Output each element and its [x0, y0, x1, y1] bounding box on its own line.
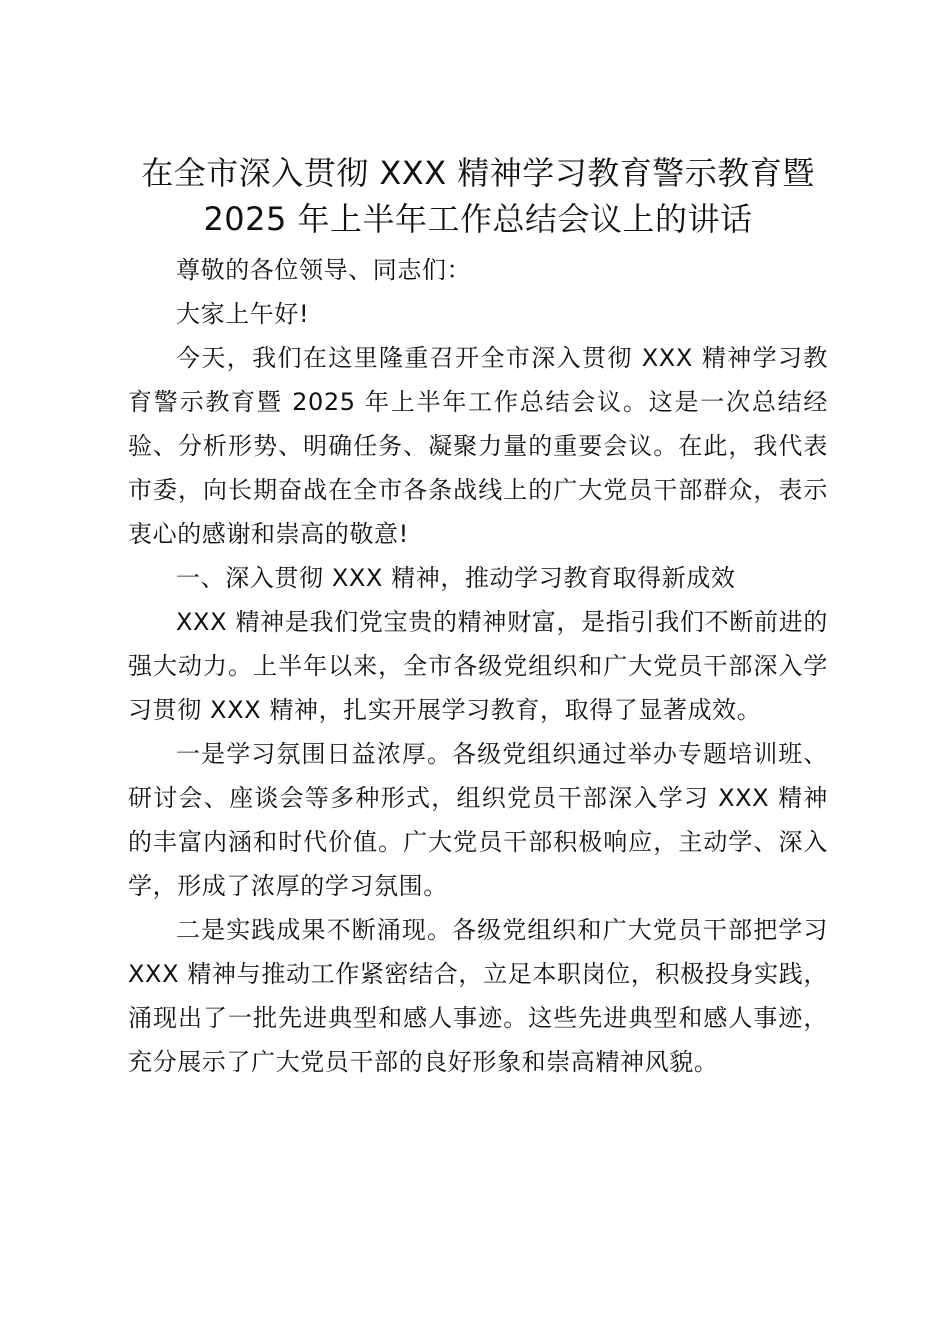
document-title: [128, 150, 828, 242]
title-line-2: 2025 年上半年工作总结会议上的讲话: [203, 200, 753, 238]
document-page: [128, 150, 828, 1084]
paragraph-point-2: 二是实践成果不断涌现。各级党组织和广大党员干部把学习 XXX 精神与推动工作紧密结合，立足本职岗位，积极投身实践，涌现出了一批先进典型和感人事迹。这些先进典型和感人事迹，充分展示了广大党员干部的良好形象和崇高精神风貌。: [128, 916, 828, 1076]
section-heading-1: 一、深入贯彻 XXX 精神，推动学习教育取得新成效: [176, 564, 736, 592]
greeting: 大家上午好!: [176, 300, 310, 328]
paragraph-section-1: XXX 精神是我们党宝贵的精神财富，是指引我们不断前进的强大动力。上半年以来，全市各级党组织和广大党员干部深入学习贯彻 XXX 精神，扎实开展学习教育，取得了显著成效。: [128, 608, 828, 724]
paragraph-point-1: 一是学习氛围日益浓厚。各级党组织通过举办专题培训班、研讨会、座谈会等多种形式，组织党员干部深入学习 XXX 精神的丰富内涵和时代价值。广大党员干部积极响应，主动学、深入学，形成了浓厚的学习氛围。: [128, 740, 828, 900]
paragraph-intro: 今天，我们在这里隆重召开全市深入贯彻 XXX 精神学习教育警示教育暨 2025 年上半年工作总结会议。这是一次总结经验、分析形势、明确任务、凝聚力量的重要会议。在此，我代表市委，向长期奋战在全市各条战线上的广大党员干部群众，表示衷心的感谢和崇高的敬意!: [128, 344, 828, 548]
title-line-1: 在全市深入贯彻 XXX 精神学习教育警示教育暨: [141, 154, 815, 192]
salutation: 尊敬的各位领导、同志们：: [176, 256, 472, 284]
document-body: [128, 248, 828, 1084]
